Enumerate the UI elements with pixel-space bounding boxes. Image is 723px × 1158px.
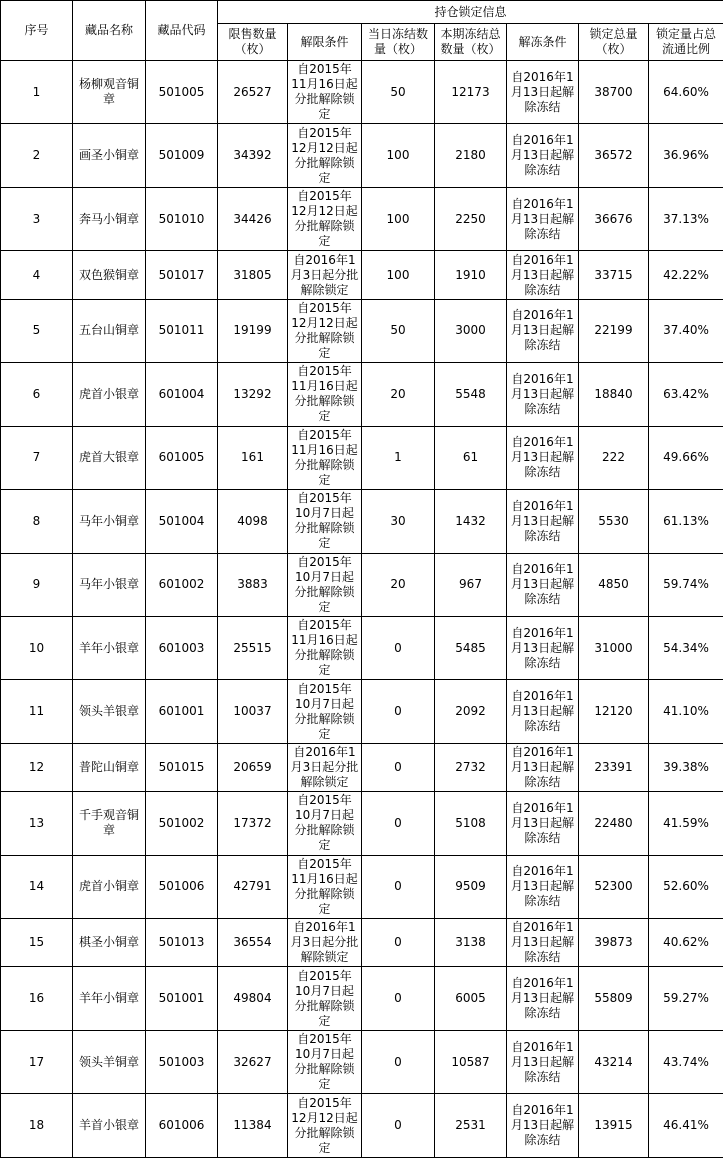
cell-unlock-condition: 自2015年11月16日起分批解除锁定 bbox=[288, 616, 362, 679]
cell-unlock-condition: 自2015年10月7日起分批解除锁定 bbox=[288, 553, 362, 616]
cell-item-code: 501009 bbox=[146, 124, 218, 187]
table-row bbox=[1, 490, 723, 553]
cell-item-code: 501010 bbox=[146, 187, 218, 250]
cell-daily-frozen-quantity: 0 bbox=[362, 1094, 435, 1158]
cell-locked-ratio: 42.22% bbox=[649, 251, 723, 299]
cell-serial-number: 2 bbox=[1, 124, 73, 187]
cell-locked-total: 55809 bbox=[579, 967, 649, 1030]
cell-item-code: 501017 bbox=[146, 251, 218, 299]
cell-unfreeze-condition: 自2016年1月13日起解除冻结 bbox=[507, 680, 579, 743]
cell-restricted-quantity: 11384 bbox=[218, 1094, 288, 1158]
cell-item-code: 601006 bbox=[146, 1094, 218, 1158]
cell-serial-number: 14 bbox=[1, 855, 73, 918]
cell-restricted-quantity: 4098 bbox=[218, 490, 288, 553]
cell-daily-frozen-quantity: 0 bbox=[362, 792, 435, 855]
cell-unfreeze-condition: 自2016年1月13日起解除冻结 bbox=[507, 855, 579, 918]
cell-unlock-condition: 自2015年10月7日起分批解除锁定 bbox=[288, 680, 362, 743]
cell-daily-frozen-quantity: 0 bbox=[362, 967, 435, 1030]
cell-locked-total: 13915 bbox=[579, 1094, 649, 1158]
cell-locked-ratio: 37.40% bbox=[649, 299, 723, 362]
cell-item-name: 虎首大银章 bbox=[73, 426, 146, 489]
cell-unfreeze-condition: 自2016年1月13日起解除冻结 bbox=[507, 124, 579, 187]
cell-unfreeze-condition: 自2016年1月13日起解除冻结 bbox=[507, 61, 579, 124]
table-body bbox=[1, 61, 723, 1158]
cell-locked-ratio: 54.34% bbox=[649, 616, 723, 679]
cell-unfreeze-condition: 自2016年1月13日起解除冻结 bbox=[507, 967, 579, 1030]
cell-restricted-quantity: 42791 bbox=[218, 855, 288, 918]
cell-period-frozen-total: 12173 bbox=[435, 61, 507, 124]
cell-unfreeze-condition: 自2016年1月13日起解除冻结 bbox=[507, 299, 579, 362]
cell-item-name: 棋圣小铜章 bbox=[73, 919, 146, 967]
cell-unlock-condition: 自2015年11月16日起分批解除锁定 bbox=[288, 61, 362, 124]
table-row bbox=[1, 553, 723, 616]
header-locked-total: 锁定总量（枚） bbox=[579, 24, 649, 61]
table-row bbox=[1, 680, 723, 743]
cell-period-frozen-total: 5108 bbox=[435, 792, 507, 855]
cell-period-frozen-total: 5485 bbox=[435, 616, 507, 679]
cell-serial-number: 6 bbox=[1, 363, 73, 426]
header-unlock-condition: 解限条件 bbox=[288, 24, 362, 61]
cell-locked-ratio: 63.42% bbox=[649, 363, 723, 426]
cell-daily-frozen-quantity: 0 bbox=[362, 855, 435, 918]
cell-daily-frozen-quantity: 20 bbox=[362, 553, 435, 616]
cell-locked-total: 36676 bbox=[579, 187, 649, 250]
cell-item-code: 601004 bbox=[146, 363, 218, 426]
cell-daily-frozen-quantity: 0 bbox=[362, 743, 435, 791]
cell-locked-ratio: 41.10% bbox=[649, 680, 723, 743]
cell-item-code: 501005 bbox=[146, 61, 218, 124]
cell-unlock-condition: 自2015年12月12日起分批解除锁定 bbox=[288, 187, 362, 250]
cell-serial-number: 9 bbox=[1, 553, 73, 616]
cell-unfreeze-condition: 自2016年1月13日起解除冻结 bbox=[507, 616, 579, 679]
cell-item-code: 601001 bbox=[146, 680, 218, 743]
cell-restricted-quantity: 26527 bbox=[218, 61, 288, 124]
cell-item-code: 501011 bbox=[146, 299, 218, 362]
cell-period-frozen-total: 9509 bbox=[435, 855, 507, 918]
cell-item-name: 五台山铜章 bbox=[73, 299, 146, 362]
cell-unlock-condition: 自2015年12月12日起分批解除锁定 bbox=[288, 1094, 362, 1158]
cell-daily-frozen-quantity: 100 bbox=[362, 187, 435, 250]
cell-locked-total: 23391 bbox=[579, 743, 649, 791]
cell-serial-number: 15 bbox=[1, 919, 73, 967]
cell-restricted-quantity: 36554 bbox=[218, 919, 288, 967]
cell-locked-total: 18840 bbox=[579, 363, 649, 426]
cell-item-name: 羊首小银章 bbox=[73, 1094, 146, 1158]
cell-serial-number: 8 bbox=[1, 490, 73, 553]
table-row bbox=[1, 299, 723, 362]
cell-locked-ratio: 41.59% bbox=[649, 792, 723, 855]
cell-period-frozen-total: 1432 bbox=[435, 490, 507, 553]
cell-restricted-quantity: 161 bbox=[218, 426, 288, 489]
cell-item-name: 双色猴铜章 bbox=[73, 251, 146, 299]
header-period-frozen-total: 本期冻结总数量（枚） bbox=[435, 24, 507, 61]
cell-item-code: 601005 bbox=[146, 426, 218, 489]
cell-item-name: 虎首小银章 bbox=[73, 363, 146, 426]
cell-unlock-condition: 自2015年11月16日起分批解除锁定 bbox=[288, 855, 362, 918]
cell-serial-number: 4 bbox=[1, 251, 73, 299]
cell-unfreeze-condition: 自2016年1月13日起解除冻结 bbox=[507, 363, 579, 426]
cell-unfreeze-condition: 自2016年1月13日起解除冻结 bbox=[507, 251, 579, 299]
cell-unlock-condition: 自2016年1月3日起分批解除锁定 bbox=[288, 919, 362, 967]
cell-daily-frozen-quantity: 0 bbox=[362, 680, 435, 743]
cell-unfreeze-condition: 自2016年1月13日起解除冻结 bbox=[507, 1030, 579, 1093]
cell-item-code: 501001 bbox=[146, 967, 218, 1030]
cell-locked-ratio: 37.13% bbox=[649, 187, 723, 250]
cell-locked-total: 52300 bbox=[579, 855, 649, 918]
cell-locked-total: 5530 bbox=[579, 490, 649, 553]
cell-item-code: 501015 bbox=[146, 743, 218, 791]
cell-locked-ratio: 61.13% bbox=[649, 490, 723, 553]
cell-period-frozen-total: 6005 bbox=[435, 967, 507, 1030]
cell-serial-number: 16 bbox=[1, 967, 73, 1030]
cell-locked-ratio: 40.62% bbox=[649, 919, 723, 967]
table-row bbox=[1, 792, 723, 855]
cell-unfreeze-condition: 自2016年1月13日起解除冻结 bbox=[507, 490, 579, 553]
cell-locked-ratio: 59.74% bbox=[649, 553, 723, 616]
cell-period-frozen-total: 2180 bbox=[435, 124, 507, 187]
cell-item-code: 601002 bbox=[146, 553, 218, 616]
header-group-position-lock-info: 持仓锁定信息 bbox=[218, 1, 723, 24]
cell-serial-number: 12 bbox=[1, 743, 73, 791]
cell-restricted-quantity: 25515 bbox=[218, 616, 288, 679]
cell-unfreeze-condition: 自2016年1月13日起解除冻结 bbox=[507, 792, 579, 855]
header-locked-ratio: 锁定量占总流通比例 bbox=[649, 24, 723, 61]
cell-item-name: 马年小铜章 bbox=[73, 490, 146, 553]
cell-locked-total: 22199 bbox=[579, 299, 649, 362]
cell-item-code: 501013 bbox=[146, 919, 218, 967]
cell-daily-frozen-quantity: 50 bbox=[362, 299, 435, 362]
cell-daily-frozen-quantity: 0 bbox=[362, 1030, 435, 1093]
cell-period-frozen-total: 3000 bbox=[435, 299, 507, 362]
header-restricted-quantity: 限售数量（枚） bbox=[218, 24, 288, 61]
cell-restricted-quantity: 32627 bbox=[218, 1030, 288, 1093]
cell-locked-ratio: 46.41% bbox=[649, 1094, 723, 1158]
table-row bbox=[1, 855, 723, 918]
cell-daily-frozen-quantity: 100 bbox=[362, 124, 435, 187]
cell-locked-ratio: 52.60% bbox=[649, 855, 723, 918]
cell-restricted-quantity: 17372 bbox=[218, 792, 288, 855]
cell-unfreeze-condition: 自2016年1月13日起解除冻结 bbox=[507, 426, 579, 489]
cell-locked-total: 31000 bbox=[579, 616, 649, 679]
cell-restricted-quantity: 34392 bbox=[218, 124, 288, 187]
cell-locked-ratio: 59.27% bbox=[649, 967, 723, 1030]
cell-period-frozen-total: 2092 bbox=[435, 680, 507, 743]
cell-serial-number: 3 bbox=[1, 187, 73, 250]
cell-serial-number: 7 bbox=[1, 426, 73, 489]
cell-daily-frozen-quantity: 100 bbox=[362, 251, 435, 299]
cell-locked-total: 12120 bbox=[579, 680, 649, 743]
cell-locked-total: 36572 bbox=[579, 124, 649, 187]
cell-locked-total: 222 bbox=[579, 426, 649, 489]
cell-locked-ratio: 64.60% bbox=[649, 61, 723, 124]
table-row bbox=[1, 187, 723, 250]
cell-daily-frozen-quantity: 1 bbox=[362, 426, 435, 489]
cell-serial-number: 11 bbox=[1, 680, 73, 743]
cell-serial-number: 17 bbox=[1, 1030, 73, 1093]
cell-unlock-condition: 自2015年12月12日起分批解除锁定 bbox=[288, 124, 362, 187]
cell-period-frozen-total: 2531 bbox=[435, 1094, 507, 1158]
cell-unfreeze-condition: 自2016年1月13日起解除冻结 bbox=[507, 743, 579, 791]
cell-locked-total: 33715 bbox=[579, 251, 649, 299]
cell-item-name: 奔马小铜章 bbox=[73, 187, 146, 250]
cell-item-code: 601003 bbox=[146, 616, 218, 679]
header-daily-frozen-quantity: 当日冻结数量（枚） bbox=[362, 24, 435, 61]
cell-restricted-quantity: 20659 bbox=[218, 743, 288, 791]
cell-unfreeze-condition: 自2016年1月13日起解除冻结 bbox=[507, 1094, 579, 1158]
cell-period-frozen-total: 3138 bbox=[435, 919, 507, 967]
cell-unlock-condition: 自2015年10月7日起分批解除锁定 bbox=[288, 1030, 362, 1093]
cell-unlock-condition: 自2016年1月3日起分批解除锁定 bbox=[288, 743, 362, 791]
cell-item-code: 501004 bbox=[146, 490, 218, 553]
cell-serial-number: 5 bbox=[1, 299, 73, 362]
cell-period-frozen-total: 10587 bbox=[435, 1030, 507, 1093]
cell-item-name: 画圣小铜章 bbox=[73, 124, 146, 187]
cell-item-name: 领头羊银章 bbox=[73, 680, 146, 743]
table-row bbox=[1, 1030, 723, 1093]
cell-daily-frozen-quantity: 30 bbox=[362, 490, 435, 553]
cell-daily-frozen-quantity: 50 bbox=[362, 61, 435, 124]
cell-restricted-quantity: 13292 bbox=[218, 363, 288, 426]
cell-unfreeze-condition: 自2016年1月13日起解除冻结 bbox=[507, 919, 579, 967]
cell-unlock-condition: 自2015年10月7日起分批解除锁定 bbox=[288, 792, 362, 855]
cell-serial-number: 1 bbox=[1, 61, 73, 124]
cell-unfreeze-condition: 自2016年1月13日起解除冻结 bbox=[507, 553, 579, 616]
cell-item-code: 501006 bbox=[146, 855, 218, 918]
cell-item-name: 普陀山铜章 bbox=[73, 743, 146, 791]
cell-locked-total: 43214 bbox=[579, 1030, 649, 1093]
cell-daily-frozen-quantity: 0 bbox=[362, 919, 435, 967]
cell-unfreeze-condition: 自2016年1月13日起解除冻结 bbox=[507, 187, 579, 250]
table-row bbox=[1, 363, 723, 426]
cell-item-name: 领头羊铜章 bbox=[73, 1030, 146, 1093]
cell-serial-number: 13 bbox=[1, 792, 73, 855]
cell-period-frozen-total: 5548 bbox=[435, 363, 507, 426]
cell-item-name: 羊年小银章 bbox=[73, 616, 146, 679]
header-unfreeze-condition: 解冻条件 bbox=[507, 24, 579, 61]
table-row bbox=[1, 61, 723, 124]
cell-restricted-quantity: 34426 bbox=[218, 187, 288, 250]
cell-item-name: 千手观音铜章 bbox=[73, 792, 146, 855]
cell-locked-ratio: 43.74% bbox=[649, 1030, 723, 1093]
cell-unlock-condition: 自2015年12月12日起分批解除锁定 bbox=[288, 299, 362, 362]
table-row bbox=[1, 616, 723, 679]
cell-restricted-quantity: 3883 bbox=[218, 553, 288, 616]
cell-period-frozen-total: 61 bbox=[435, 426, 507, 489]
cell-locked-ratio: 49.66% bbox=[649, 426, 723, 489]
cell-item-name: 马年小银章 bbox=[73, 553, 146, 616]
cell-period-frozen-total: 1910 bbox=[435, 251, 507, 299]
table-row bbox=[1, 919, 723, 967]
cell-daily-frozen-quantity: 20 bbox=[362, 363, 435, 426]
cell-unlock-condition: 自2015年11月16日起分批解除锁定 bbox=[288, 363, 362, 426]
cell-locked-total: 22480 bbox=[579, 792, 649, 855]
cell-unlock-condition: 自2015年10月7日起分批解除锁定 bbox=[288, 490, 362, 553]
header-group-row bbox=[1, 1, 723, 24]
table-row bbox=[1, 124, 723, 187]
cell-period-frozen-total: 2732 bbox=[435, 743, 507, 791]
cell-locked-total: 4850 bbox=[579, 553, 649, 616]
table-row bbox=[1, 743, 723, 791]
cell-item-code: 501002 bbox=[146, 792, 218, 855]
table-row bbox=[1, 967, 723, 1030]
cell-unlock-condition: 自2015年11月16日起分批解除锁定 bbox=[288, 426, 362, 489]
cell-locked-ratio: 36.96% bbox=[649, 124, 723, 187]
cell-period-frozen-total: 967 bbox=[435, 553, 507, 616]
cell-item-name: 虎首小铜章 bbox=[73, 855, 146, 918]
table-header bbox=[1, 1, 723, 61]
cell-locked-total: 39873 bbox=[579, 919, 649, 967]
cell-daily-frozen-quantity: 0 bbox=[362, 616, 435, 679]
cell-restricted-quantity: 49804 bbox=[218, 967, 288, 1030]
cell-serial-number: 10 bbox=[1, 616, 73, 679]
cell-item-name: 羊年小铜章 bbox=[73, 967, 146, 1030]
cell-period-frozen-total: 2250 bbox=[435, 187, 507, 250]
cell-item-name: 杨柳观音铜章 bbox=[73, 61, 146, 124]
cell-restricted-quantity: 10037 bbox=[218, 680, 288, 743]
cell-restricted-quantity: 19199 bbox=[218, 299, 288, 362]
cell-locked-total: 38700 bbox=[579, 61, 649, 124]
cell-unlock-condition: 自2016年1月3日起分批解除锁定 bbox=[288, 251, 362, 299]
header-item-name: 藏品名称 bbox=[73, 1, 146, 61]
cell-unlock-condition: 自2015年10月7日起分批解除锁定 bbox=[288, 967, 362, 1030]
cell-item-code: 501003 bbox=[146, 1030, 218, 1093]
table-row bbox=[1, 426, 723, 489]
cell-restricted-quantity: 31805 bbox=[218, 251, 288, 299]
table-row bbox=[1, 251, 723, 299]
header-item-code: 藏品代码 bbox=[146, 1, 218, 61]
cell-serial-number: 18 bbox=[1, 1094, 73, 1158]
header-serial-number: 序号 bbox=[1, 1, 73, 61]
table-row bbox=[1, 1094, 723, 1158]
cell-locked-ratio: 39.38% bbox=[649, 743, 723, 791]
